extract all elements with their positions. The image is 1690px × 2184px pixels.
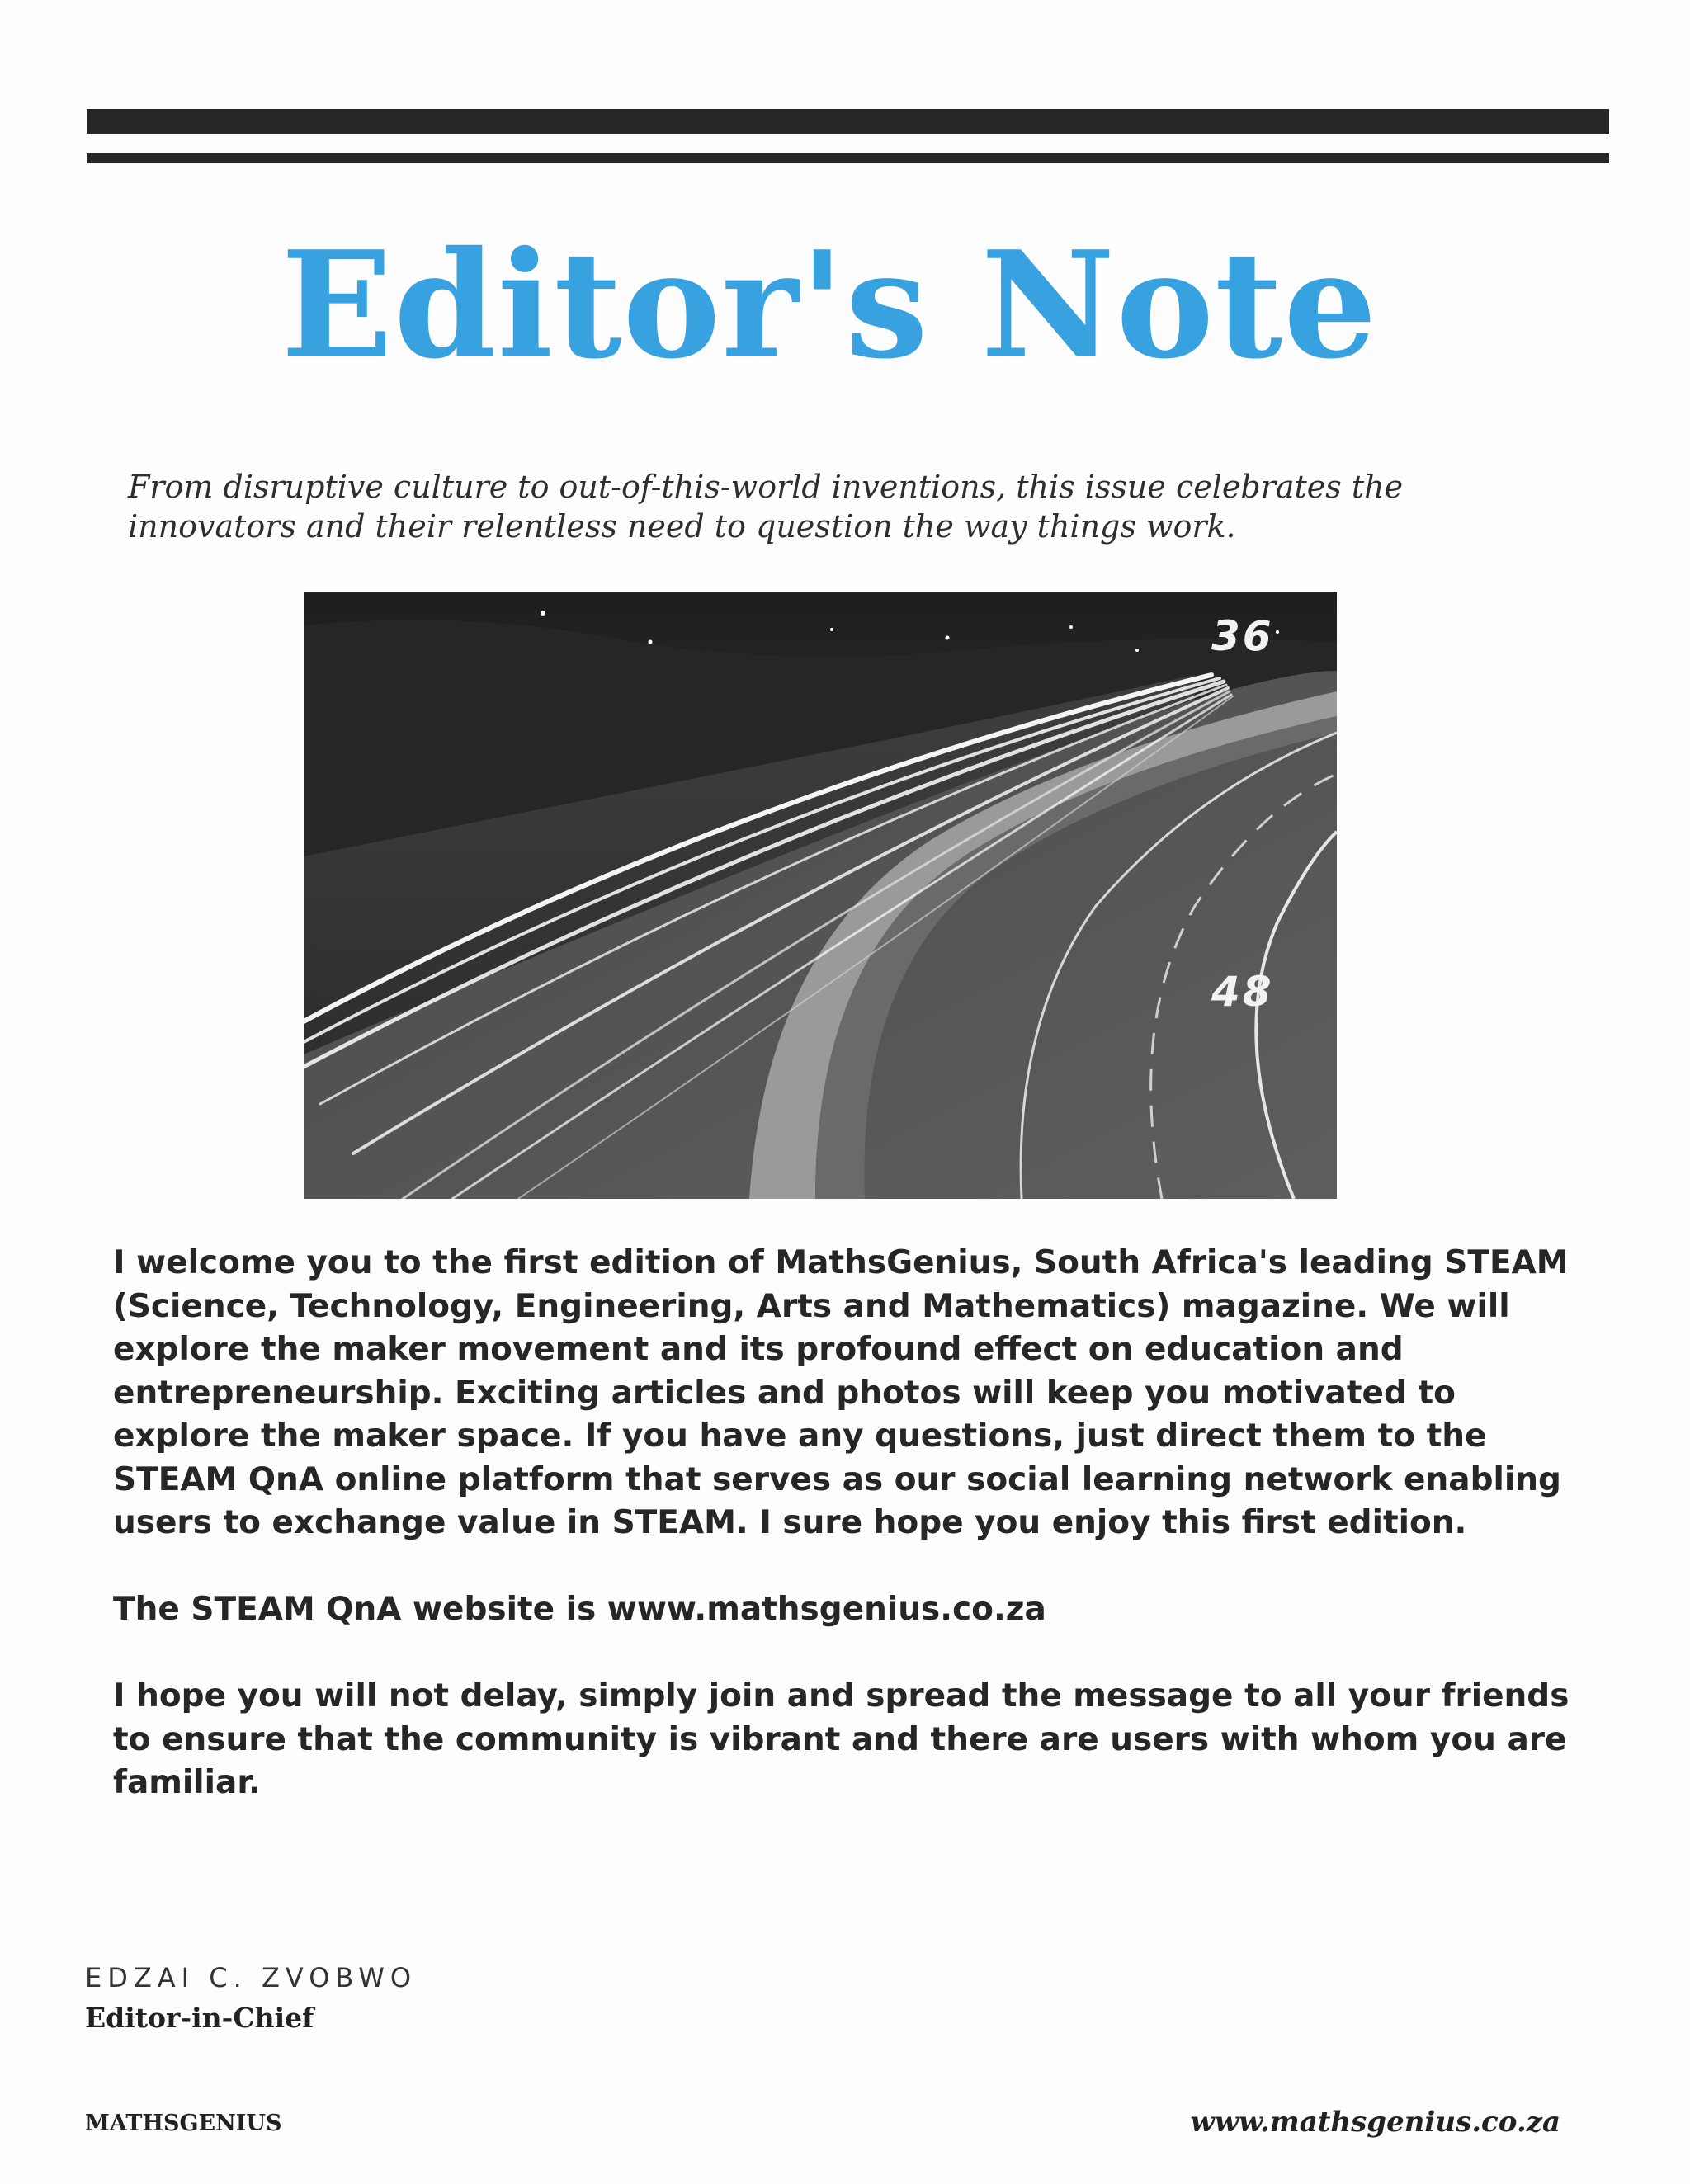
- author-role: Editor-in-Chief: [85, 2002, 314, 2034]
- intro-subtitle-line-1: From disruptive culture to out-of-this-world inventions, this issue celebrates the: [128, 469, 1404, 505]
- photo-illustration: [304, 592, 1337, 1199]
- page-reference-36: 36: [1211, 612, 1274, 660]
- intro-subtitle: [128, 467, 1531, 546]
- body-paragraph-invitation: I hope you will not delay, simply join and spread the message to all your friends to ensure that the community is vibrant and there are users with whom you are familiar.: [113, 1677, 1570, 1801]
- page-reference-48: 48: [1211, 968, 1274, 1016]
- header-rule-thick: [87, 109, 1609, 134]
- editor-letter-body: [113, 1242, 1582, 1848]
- intro-subtitle-line-2: innovators and their relentless need to question the way things work.: [128, 508, 1236, 545]
- body-paragraph-website: The STEAM QnA website is www.mathsgenius.co.za: [113, 1591, 1046, 1628]
- body-paragraph-welcome: I welcome you to the first edition of MathsGenius, South Africa's leading STEAM (Science, Technology, Engineering, Arts and Mathematics) magazine. We will explore the maker movement and its profound effect on education and entrepreneurship. Exciting articles and photos will keep you motivated to explore the maker space. If you have any questions, just direct them to the STEAM QnA online platform that serves as our social learning network enabling users to exchange value in STEAM. I sure hope you enjoy this first edition.: [113, 1244, 1569, 1541]
- highway-light-trails-photo: [304, 592, 1337, 1199]
- page-title: Editor's Note: [281, 219, 1378, 391]
- header-rule-thin: [87, 153, 1609, 163]
- footer-publication-name: MATHSGENIUS: [85, 2111, 282, 2136]
- author-name: EDZAI C. ZVOBWO: [85, 1962, 418, 1993]
- footer-website-link[interactable]: www.mathsgenius.co.za: [1190, 2106, 1560, 2139]
